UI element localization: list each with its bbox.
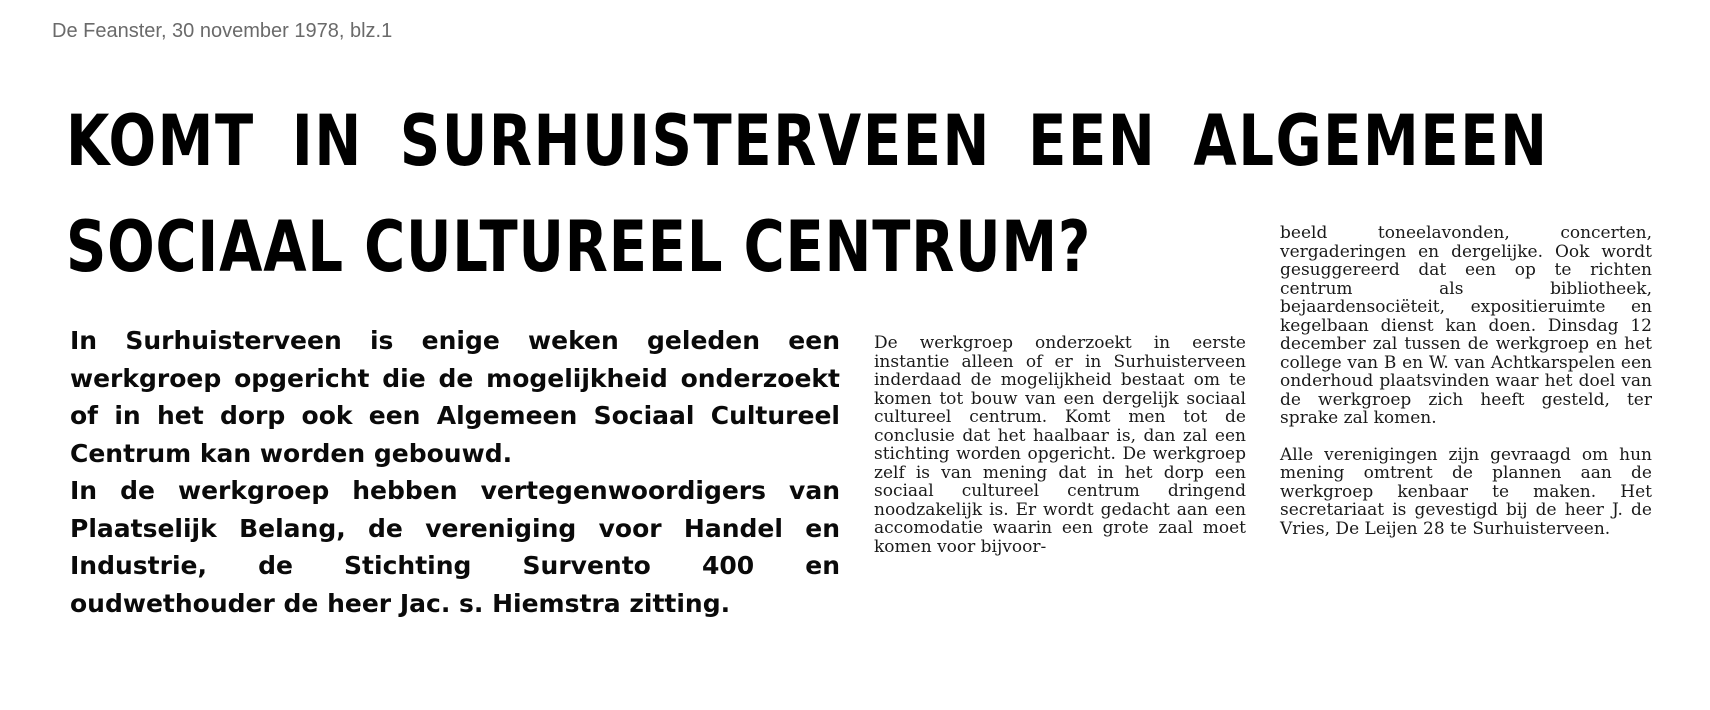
- column-right-paragraph-2: Alle verenigingen zijn gevraagd om hun mening omtrent de plannen aan de werkgroep kenbaar te maken. Het secretariaat is gevestigd bij de heer J. de Vries, De Leijen 28 te Surhuisterveen.: [1280, 444, 1652, 539]
- article-column-middle: [874, 334, 1246, 556]
- source-citation: De Feanster, 30 november 1978, blz.1: [52, 20, 393, 42]
- lead-paragraph-2: In de werkgroep hebben vertegenwoordigers van Plaatselijk Belang, de vereniging voor Handel en Industrie, de Stichting Survento 400 en oudwethouder de heer Jac. s. Hiemstra zitting.: [70, 476, 840, 618]
- headline-line-2: SOCIAAL CULTUREEL CENTRUM?: [66, 206, 1092, 288]
- column-middle-text: De werkgroep onderzoekt in eerste instantie alleen of er in Surhuisterveen inderdaad de mogelijkheid bestaat om te komen tot bouw van een dergelijk sociaal cultureel centrum. Komt men tot de conclusie dat het haalbaar is, dan zal een stichting worden opgericht. De werkgroep zelf is van mening dat in het dorp een sociaal cultureel centrum dringend noodzakelijk is. Er wordt gedacht aan een accomodatie waarin een grote zaal moet komen voor bijvoor-: [874, 333, 1246, 557]
- article-column-right: [1280, 224, 1652, 538]
- lead-paragraphs: [70, 322, 840, 622]
- lead-paragraph-1: In Surhuisterveen is enige weken geleden een werkgroep opgericht die de mogelijkheid onderzoekt of in het dorp ook een Algemeen Sociaal Cultureel Centrum kan worden gebouwd.: [70, 326, 840, 468]
- headline-line-1: KOMT IN SURHUISTERVEEN EEN ALGEMEEN: [66, 100, 1549, 182]
- column-right-paragraph-1: beeld toneelavonden, concerten, vergaderingen en dergelijke. Ook wordt gesuggereerd dat een op te richten centrum als bibliotheek, bejaardensociëteit, expositieruimte en kegelbaan dienst kan doen. Dinsdag 12 december zal tussen de werkgroep en het college van B en W. van Achtkarspelen een onderhoud plaatsvinden waar het doel van de werkgroep zich heeft gesteld, ter sprake zal komen.: [1280, 223, 1652, 428]
